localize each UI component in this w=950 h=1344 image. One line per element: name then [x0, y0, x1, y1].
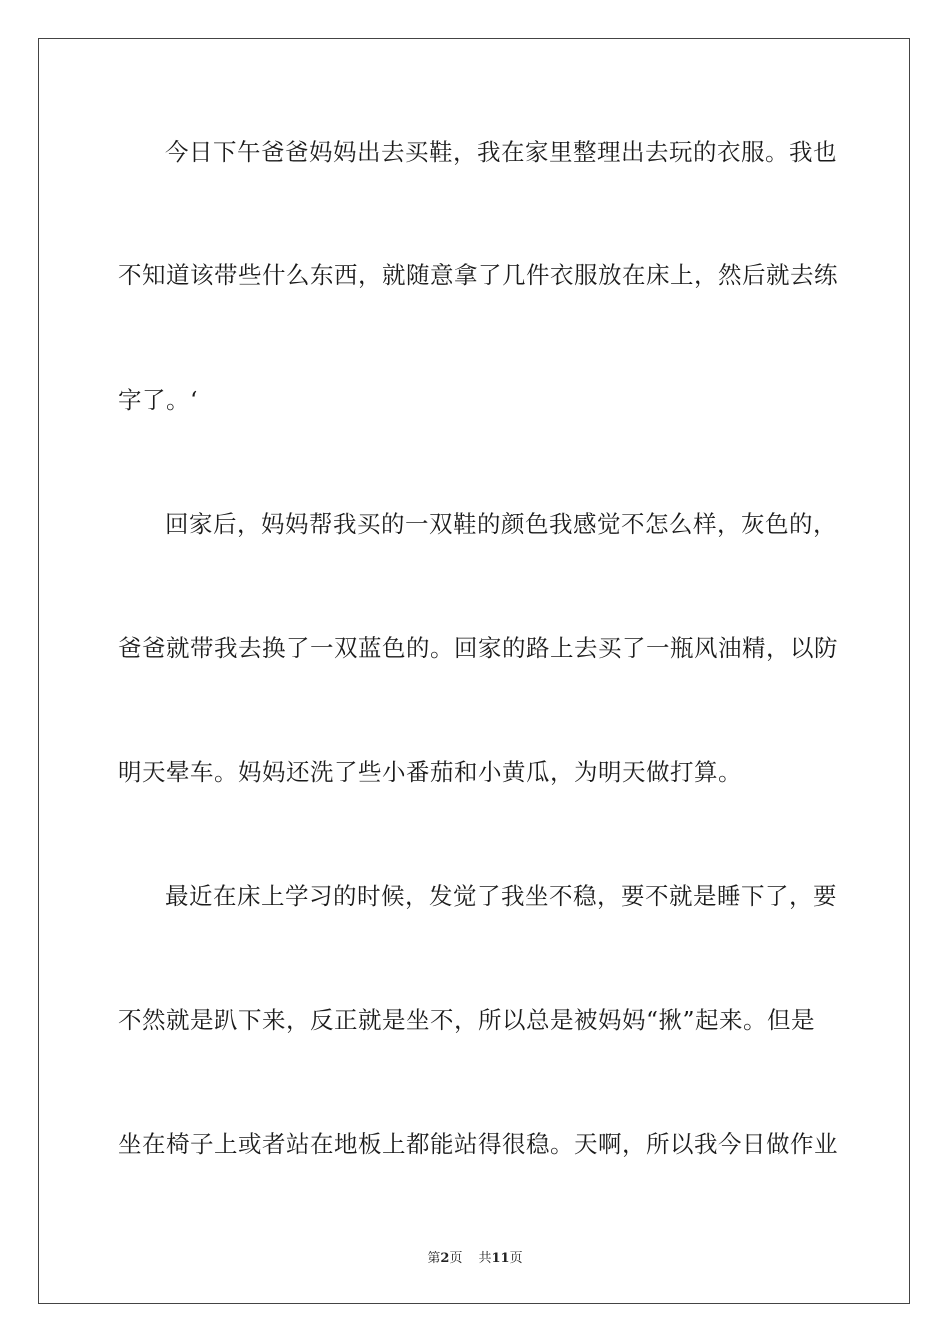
paragraph-1-line-2: 不知道该带些什么东西，就随意拿了几件衣服放在床上，然后就去练: [118, 261, 838, 289]
paragraph-3-line-2: 不然就是趴下来，反正就是坐不，所以总是被妈妈“揪”起来。但是: [118, 1006, 816, 1034]
page-suffix: 页: [449, 1251, 463, 1266]
total-pages: 11: [491, 1251, 510, 1266]
page-footer: [0, 1247, 950, 1266]
total-prefix: 共: [478, 1251, 492, 1266]
paragraph-2-line-3: 明天晕车。妈妈还洗了些小番茄和小黄瓜，为明天做打算。: [118, 758, 742, 786]
paragraph-2-line-2: 爸爸就带我去换了一双蓝色的。回家的路上去买了一瓶风油精，以防: [118, 634, 838, 662]
page-number: 2: [440, 1251, 450, 1266]
page-prefix: 第: [427, 1251, 441, 1266]
page-frame: [38, 38, 910, 1304]
paragraph-1-line-1: 今日下午爸爸妈妈出去买鞋，我在家里整理出去玩的衣服。我也: [165, 138, 837, 166]
paragraph-2-line-1: 回家后，妈妈帮我买的一双鞋的颜色我感觉不怎么样，灰色的，: [165, 510, 837, 538]
paragraph-3-line-3: 坐在椅子上或者站在地板上都能站得很稳。天啊，所以我今日做作业: [118, 1130, 838, 1158]
total-suffix: 页: [509, 1251, 523, 1266]
paragraph-1-line-3: 字了。‘: [118, 386, 198, 414]
paragraph-3-line-1: 最近在床上学习的时候，发觉了我坐不稳，要不就是睡下了，要: [165, 882, 837, 910]
